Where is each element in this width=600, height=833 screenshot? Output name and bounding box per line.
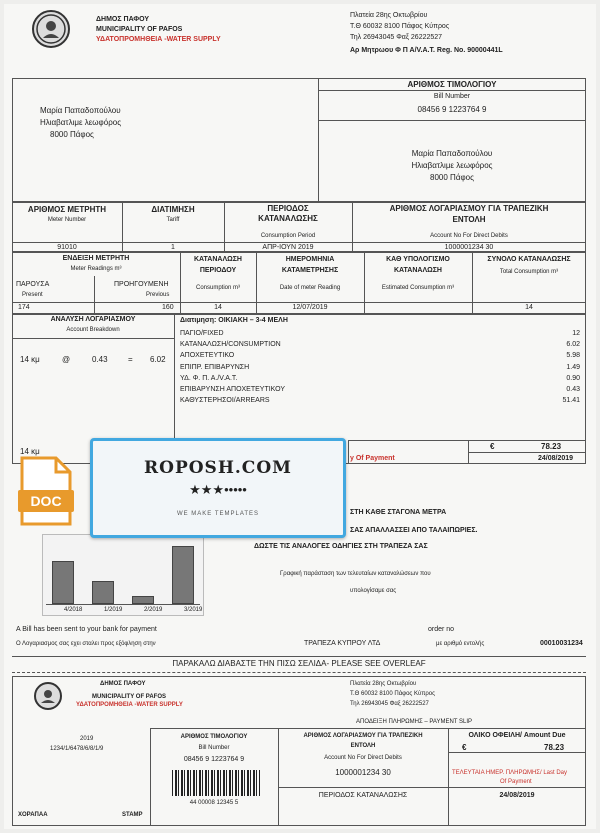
bill-number-label: ΑΡΙΘΜΟΣ ΤΙΜΟΛΟΓΙΟΥ — [407, 80, 497, 89]
notice-line-2: ΣΑΣ ΑΠΑΛΛΑΣΣΕΙ ΑΠΟ ΤΑΛΑΙΠΩΡΙΕΣ. — [350, 527, 478, 534]
present-reading-value: 174 — [18, 304, 30, 311]
direct-debit-label-2: ΕΝΤΟΛΗ — [452, 215, 486, 224]
stub-direct-debit-label-2: ΕΝΤΟΛΗ — [350, 743, 376, 749]
stub-address-1: Πλατεία 28ης Οκτωβρίου — [350, 681, 417, 687]
watermark-tagline: WE MAKE TEMPLATES — [176, 511, 260, 517]
breakdown-item-label: ΚΑΘΥΣΤΕΡΗΣΟΙ/ARREARS — [180, 397, 270, 405]
vat-number: Αρ Μητρωου Φ Π Α/V.A.T. Reg. No. 90000441L — [350, 47, 503, 54]
stub-bill-label: ΑΡΙΘΜΟΣ ΤΙΜΟΛΟΓΙΟΥ — [180, 734, 248, 740]
tariff-label: ΔΙΑΤΙΜΗΣΗ — [151, 205, 195, 214]
stub-direct-debit-sublabel: Account No For Direct Debits — [324, 755, 402, 761]
consumption-sublabel: Consumption m³ — [195, 285, 240, 291]
previous-reading-sublabel: Previous — [146, 292, 170, 298]
total-consumption-value: 14 — [525, 304, 533, 311]
breakdown-item-value: 51.41 — [562, 397, 580, 405]
tariff-info: Διατιμηση: ΟΙΚΙΑΚΗ – 3-4 ΜΕΛΗ — [180, 317, 288, 324]
graph-caption-2: υπολογίσαμε σας — [350, 588, 397, 594]
period-sublabel: Consumption Period — [260, 233, 316, 239]
previous-reading-label: ΠΡΟΗΓΟΥΜΕΝΗ — [114, 281, 169, 288]
amount-due-value: 78.23 — [541, 442, 562, 451]
direct-debit-sublabel: Account No For Direct Debits — [430, 233, 508, 239]
breakdown-item-value: 5.98 — [566, 352, 580, 360]
previous-reading-value: 160 — [162, 304, 174, 311]
chart-tick-label: 3/2019 — [184, 607, 203, 613]
amount-due-currency: € — [490, 442, 495, 451]
breakdown-item-label: ΑΠΟΧΕΤΕΥΤΙΚΟ — [180, 352, 235, 360]
breakdown-item-label: ΠΑΓΙΟ/FIXED — [180, 330, 224, 337]
recipient-city: 8000 Πάφος — [430, 173, 474, 182]
stub-last-day-sublabel: Of Payment — [500, 779, 532, 785]
consumption-value: 14 — [214, 304, 222, 311]
breakdown-item-value: 0.90 — [566, 374, 580, 382]
breakdown-item-value: 0.43 — [566, 386, 580, 393]
stub-municipality-en: MUNICIPALITY OF PAFOS — [92, 694, 167, 700]
municipality-name-gr: ΔΗΜΟΣ ΠΑΦΟΥ — [96, 16, 150, 23]
meter-number-label: ΑΡΙΘΜΟΣ ΜΕΤΡΗΤΗ — [27, 205, 107, 214]
municipality-seal-icon — [32, 10, 70, 48]
stub-period-label: ΠΕΡΙΟΔΟΣ ΚΑΤΑΝΑΛΩΣΗΣ — [318, 792, 408, 799]
watermark-banner — [90, 438, 346, 538]
reading-date-sublabel: Date of meter Reading — [279, 285, 341, 291]
direct-debit-value: 1000001234 30 — [444, 244, 494, 251]
meter-number-sublabel: Meter Number — [47, 217, 87, 223]
watermark-stars-icon: ★★★••••• — [189, 482, 247, 497]
breakdown-item-value: 12 — [572, 330, 580, 337]
breakdown-amount: 6.02 — [150, 355, 166, 364]
stub-year: 2019 — [80, 736, 94, 742]
chart-tick-label: 4/2018 — [64, 607, 83, 613]
barcode-number: 44 00008 12345 5 — [189, 800, 239, 806]
stub-department: ΥΔΑΤΟΠΡΟΜΗΘΕΙΑ -WATER SUPPLY — [76, 702, 183, 708]
tariff-value: 1 — [171, 244, 175, 251]
period-value: ΑΠΡ-ΙΟΥΝ 2019 — [262, 244, 314, 251]
chart-tick-label: 1/2019 — [104, 607, 123, 613]
breakdown-equals: = — [128, 355, 133, 364]
barcode-image — [172, 770, 260, 796]
department-name: ΥΔΑΤΟΠΡΟΜΗΘΕΙΑ -WATER SUPPLY — [96, 36, 221, 43]
order-label: order no — [428, 626, 455, 633]
municipality-name-en: MUNICIPALITY OF PAFOS — [96, 26, 183, 33]
stub-direct-debit-value: 1000001234 30 — [335, 768, 391, 777]
notice-line-3: ΔΩΣΤΕ ΤΙΣ ΑΝΑΛΟΓΕΣ ΟΔΗΓΙΕΣ ΣΤΗ ΤΡΑΠΕΖΑ ΣΑΣ — [254, 543, 428, 550]
breakdown-qty-2: 14 κμ — [20, 447, 40, 456]
chart-tick-label: 2/2019 — [144, 607, 163, 613]
recipient-name: Μαρία Παπαδοπούλου — [411, 149, 493, 158]
bill-number-value: 08456 9 1223764 9 — [417, 105, 487, 114]
watermark-brand: ROPOSH.COM — [144, 458, 292, 478]
breakdown-item-label: ΕΠΙΠΡ. ΕΠΙΒΑΡΥΝΣΗ — [180, 363, 250, 371]
estimated-sublabel: Estimated Consumption m³ — [381, 285, 455, 291]
address-line-1: Πλατεία 28ης Οκτωβρίου — [350, 12, 428, 19]
bank-account-text: Ο Λογαριασμος σας εχει σταλει προς εξόφληση στην — [16, 641, 156, 647]
stub-last-day: 24/08/2019 — [499, 792, 535, 799]
customer-city: 8000 Πάφος — [50, 130, 94, 139]
stub-last-day-label: ΤΕΛΕΥΤΑΙΑ ΗΜΕΡ. ΠΛΗΡΩΜΗΣ/ Last Day — [452, 770, 568, 776]
recipient-street: Ηλιαβατλιμε λεωφόρος — [411, 161, 493, 170]
stub-direct-debit-label: ΑΡΙΘΜΟΣ ΛΟΓΑΡΙΑΣΜΟΥ ΓΙΑ ΤΡΑΠΕΖΙΚΗ — [303, 733, 423, 739]
stub-address-2: Τ.Θ 60032 8100 Πάφος Κύπρος — [350, 691, 436, 697]
water-bill-page — [4, 4, 596, 829]
breakdown-item-label: ΕΠΙΒΑΡΥΝΣΗ ΑΠΟΧΕΤΕΥΤΙΚΟΥ — [180, 386, 286, 393]
stub-amount-label: ΟΛΙΚΟ ΟΦΕΙΛΗ/ Amount Due — [468, 732, 566, 739]
order-text: με αριθμό εντολής — [436, 641, 485, 647]
chart-bar — [132, 596, 154, 604]
address-line-2: Τ.Θ 60032 8100 Πάφος Κύπρος — [350, 23, 450, 30]
phone-line: Τηλ 26943045 Φαξ 26222527 — [350, 34, 443, 41]
reading-date-label: ΗΜΕΡΟΜΗΝΙΑ — [285, 256, 335, 263]
reading-date-value: 12/07/2019 — [292, 304, 328, 311]
doc-file-icon — [16, 456, 76, 526]
chart-bar — [92, 581, 114, 604]
stub-seal-icon — [34, 682, 62, 710]
breakdown-item-value: 1.49 — [566, 363, 580, 371]
breakdown-item-label: ΚΑΤΑΝΑΛΩΣΗ/CONSUMPTION — [180, 341, 281, 349]
chart-bar — [52, 561, 74, 604]
breakdown-item-label: ΥΔ. Φ. Π. Α./V.A.T. — [180, 374, 238, 382]
bill-number-sublabel: Bill Number — [433, 93, 471, 100]
last-day-value: 24/08/2019 — [538, 455, 574, 462]
present-reading-label: ΠΑΡΟΥΣΑ — [16, 281, 50, 288]
bank-name: ΤΡΑΠΕΖΑ ΚΥΠΡΟΥ ΛΤΔ — [304, 640, 381, 647]
readings-sublabel: Meter Readings m³ — [70, 266, 122, 272]
present-reading-sublabel: Present — [22, 292, 43, 298]
breakdown-qty: 14 κμ — [20, 355, 40, 364]
stub-amount: 78.23 — [544, 743, 565, 752]
overleaf-notice: ΠΑΡΑΚΑΛΩ ΔΙΑΒΑΣΤΕ ΤΗΝ ΠΙΣΩ ΣΕΛΙΔΑ- PLEASE SEE OVERLEAF — [172, 659, 426, 668]
consumption-label: ΚΑΤΑΝΑΛΩΣΗ — [194, 256, 242, 263]
total-consumption-sublabel: Total Consumption m³ — [499, 269, 559, 275]
notice-line-1: ΣΤΗ ΚΑΘΕ ΣΤΑΓΟΝΑ ΜΕΤΡΑ — [350, 509, 447, 516]
customer-name: Μαρία Παπαδοπούλου — [40, 106, 121, 115]
cashier-label: ΧΟΡΑΠΑΑ — [18, 812, 48, 818]
readings-label: ΕΝΔΕΙΞΗ ΜΕΤΡΗΤΗ — [62, 255, 130, 262]
breakdown-label: ΑΝΑΛΥΣΗ ΛΟΓΑΡΙΑΣΜΟΥ — [50, 316, 136, 323]
total-consumption-label: ΣΥΝΟΛΟ ΚΑΤΑΝΑΛΩΣΗΣ — [487, 256, 571, 263]
direct-debit-label: ΑΡΙΘΜΟΣ ΛΟΓΑΡΙΑΣΜΟΥ ΓΙΑ ΤΡΑΠΕΖΙΚΗ — [389, 204, 549, 213]
estimated-label: ΚΑΘ ΥΠΟΛΟΓΙΣΜΟ — [386, 256, 450, 263]
breakdown-rate: 0.43 — [92, 355, 108, 364]
period-label-2: ΚΑΤΑΝΑΛΩΣΗΣ — [258, 214, 318, 223]
customer-street: Ηλιαβατλιμε λεωφόρος — [40, 118, 122, 127]
breakdown-sublabel: Account Breakdown — [66, 327, 120, 333]
tariff-sublabel: Tariff — [166, 217, 180, 223]
graph-caption-1: Γραφική παράσταση των τελευταίων καταναλώσεων που — [280, 571, 431, 577]
stub-payment-slip: ΑΠΟΔΕΙΞΗ ΠΛΗΡΩΜΗΣ – PAYMENT SLIP — [356, 719, 473, 725]
chart-x-axis — [46, 604, 200, 605]
meter-number-value: 91010 — [57, 244, 77, 251]
estimated-label-2: ΚΑΤΑΝΑΛΩΣΗ — [394, 267, 442, 274]
consumption-label-2: ΠΕΡΙΟΔΟΥ — [199, 267, 237, 274]
stub-reference: 1234/1/6478/6/8/1/9 — [50, 746, 104, 752]
reading-date-label-2: ΚΑΤΑΜΕΤΡΗΣΗΣ — [281, 267, 339, 274]
last-day-label: y Of Payment — [350, 455, 395, 462]
doc-badge-label: DOC — [30, 493, 62, 509]
breakdown-item-value: 6.02 — [566, 341, 580, 349]
breakdown-at: @ — [62, 355, 71, 364]
stub-phone: Τηλ 26943045 Φαξ 26222527 — [350, 701, 429, 707]
stub-bill-sublabel: Bill Number — [198, 745, 230, 751]
stamp-label: STAMP — [122, 812, 143, 818]
stub-bill-number: 08456 9 1223764 9 — [183, 756, 245, 763]
order-number: 00010031234 — [540, 640, 583, 647]
stub-currency: € — [462, 743, 467, 752]
chart-bar — [172, 546, 194, 604]
bank-sent-text: A Bill has been sent to your bank for payment — [16, 626, 157, 633]
stub-municipality-gr: ΔΗΜΟΣ ΠΑΦΟΥ — [100, 681, 146, 687]
period-label: ΠΕΡΙΟΔΟΣ — [267, 204, 309, 213]
